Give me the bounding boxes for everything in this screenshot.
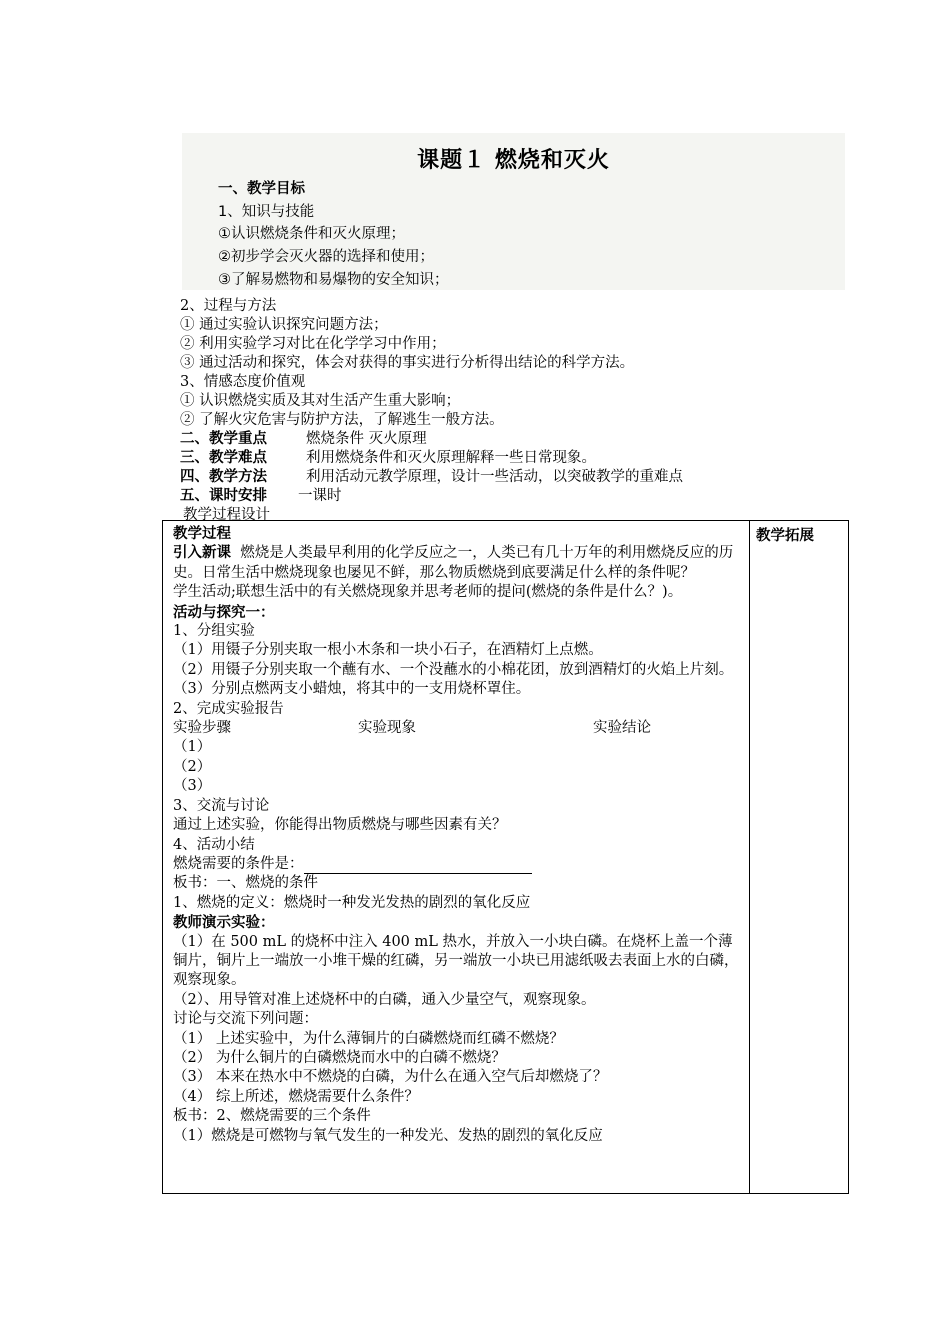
lesson-table bbox=[162, 520, 849, 1194]
student-activity: 学生活动;联想生活中的有关燃烧现象并思考老师的提问(燃烧的条件是什么？)。 bbox=[173, 584, 683, 601]
emotion-heading: 3、情感态度价值观 bbox=[180, 374, 306, 390]
right-header: 教学拓展 bbox=[756, 527, 814, 544]
board-note: 板书：一、燃烧的条件 bbox=[173, 875, 318, 892]
section-label: 三、教学难点 bbox=[180, 449, 267, 466]
section-label: 二、教学重点 bbox=[180, 430, 267, 447]
report-row: （2） bbox=[173, 758, 212, 775]
report-row: （3） bbox=[173, 778, 212, 795]
left-header: 教学过程 bbox=[173, 525, 231, 542]
report-headers bbox=[173, 719, 743, 738]
section-text: 利用燃烧条件和灭火原理解释一些日常现象。 bbox=[306, 450, 596, 466]
question-item: （4） 综上所述，燃烧需要什么条件？ bbox=[173, 1088, 419, 1105]
goal-item: ①认识燃烧条件和灭火原理； bbox=[218, 226, 405, 242]
report-header: 实验步骤 bbox=[173, 720, 231, 737]
section-label: 五、课时安排 bbox=[180, 487, 267, 504]
summary-title: 4、活动小结 bbox=[173, 836, 255, 853]
page-title: 课题１ 燃烧和灭火 bbox=[417, 148, 610, 173]
question-item: （2） 为什么铜片的白磷燃烧而水中的白磷不燃烧？ bbox=[173, 1049, 506, 1066]
report-header: 实验结论 bbox=[593, 720, 651, 737]
process-item: ② 利用实验学习对比在化学学习中作用； bbox=[180, 336, 446, 352]
answer-blank bbox=[304, 859, 532, 874]
step-item: （1）用镊子分别夹取一根小木条和一块小石子，在酒精灯上点燃。 bbox=[173, 642, 603, 659]
last-line: （1）燃烧是可燃物与氧气发生的一种发光、发热的剧烈的氧化反应 bbox=[173, 1127, 603, 1144]
group-exp-heading: 1、分组实验 bbox=[173, 623, 255, 640]
activity1-title: 活动与探究一： bbox=[173, 603, 275, 621]
section-key-points bbox=[180, 427, 427, 448]
emotion-item: ① 认识燃烧实质及其对生活产生重大影响； bbox=[180, 393, 461, 409]
knowledge-heading: 1、知识与技能 bbox=[218, 204, 315, 220]
discussion-title: 3、交流与讨论 bbox=[173, 797, 270, 814]
section-difficulties bbox=[180, 446, 596, 467]
intro-text: 燃烧是人类最早利用的化学反应之一，人类已有几十万年的利用燃烧反应的历史。日常生活中燃烧现象也屡见不鲜，那么物质燃烧到底要满足什么样的条件呢？ bbox=[173, 545, 734, 581]
title-banner bbox=[182, 133, 845, 290]
emotion-item: ② 了解火灾危害与防护方法，了解逃生一般方法。 bbox=[180, 412, 504, 428]
summary-line bbox=[173, 855, 743, 874]
section-text: 燃烧条件 灭火原理 bbox=[306, 431, 427, 447]
report-row: （1） bbox=[173, 739, 212, 756]
demo-step: （2）、用导管对准上述烧杯中的白磷，通入少量空气，观察现象。 bbox=[173, 991, 596, 1008]
summary-text: 燃烧需要的条件是： bbox=[173, 855, 304, 872]
process-cell bbox=[163, 521, 750, 1194]
process-heading: 2、过程与方法 bbox=[180, 298, 277, 314]
intro-label: 引入新课 bbox=[173, 544, 231, 562]
section-text: 利用活动元教学原理，设计一些活动，以突破教学的重难点 bbox=[306, 469, 683, 485]
section-text: 一课时 bbox=[298, 488, 342, 504]
process-item: ① 通过实验认识探究问题方法； bbox=[180, 317, 388, 333]
step-item: （3）分别点燃两支小蜡烛，将其中的一支用烧杯罩住。 bbox=[173, 681, 531, 698]
section-teaching-goals: 一、教学目标 bbox=[218, 181, 305, 197]
goal-item: ②初步学会灭火器的选择和使用； bbox=[218, 249, 434, 265]
section-method bbox=[180, 465, 683, 486]
question-item: （3） 本来在热水中不燃烧的白磷，为什么在通入空气后却燃烧了？ bbox=[173, 1069, 608, 1086]
discussion-text: 通过上述实验，你能得出物质燃烧与哪些因素有关？ bbox=[173, 817, 507, 834]
process-item: ③ 通过活动和探究，体会对获得的事实进行分析得出结论的科学方法。 bbox=[180, 355, 635, 371]
design-title: 教学过程设计 bbox=[183, 507, 270, 523]
goal-item: ③了解易燃物和易爆物的安全知识； bbox=[218, 272, 449, 288]
demo-step: （1）在 500 mL 的烧杯中注入 400 mL 热水，并放入一小块白磷。在烧杯上盖一个薄铜片，铜片上一端放一小堆干燥的红磷，另一端放一小块已用滤纸吸去表面上水的白磷，观察现象。 bbox=[173, 933, 739, 989]
question-item: （1） 上述实验中，为什么薄铜片的白磷燃烧而红磷不燃烧？ bbox=[173, 1030, 564, 1047]
step-item: （2）用镊子分别夹取一个蘸有水、一个没蘸水的小棉花团，放到酒精灯的火焰上片刻。 bbox=[173, 661, 734, 678]
extension-cell bbox=[750, 521, 849, 1194]
section-schedule bbox=[180, 484, 342, 505]
demo-title: 教师演示实验： bbox=[173, 914, 275, 932]
intro-paragraph bbox=[173, 543, 743, 583]
board-note: 板书：2、燃烧需要的三个条件 bbox=[173, 1108, 371, 1125]
definition: 1、燃烧的定义：燃烧时一种发光发热的剧烈的氧化反应 bbox=[173, 894, 531, 911]
report-title: 2、完成实验报告 bbox=[173, 700, 284, 717]
section-label: 四、教学方法 bbox=[180, 468, 267, 485]
report-header: 实验现象 bbox=[358, 720, 416, 737]
questions-title: 讨论与交流下列问题： bbox=[173, 1011, 318, 1028]
